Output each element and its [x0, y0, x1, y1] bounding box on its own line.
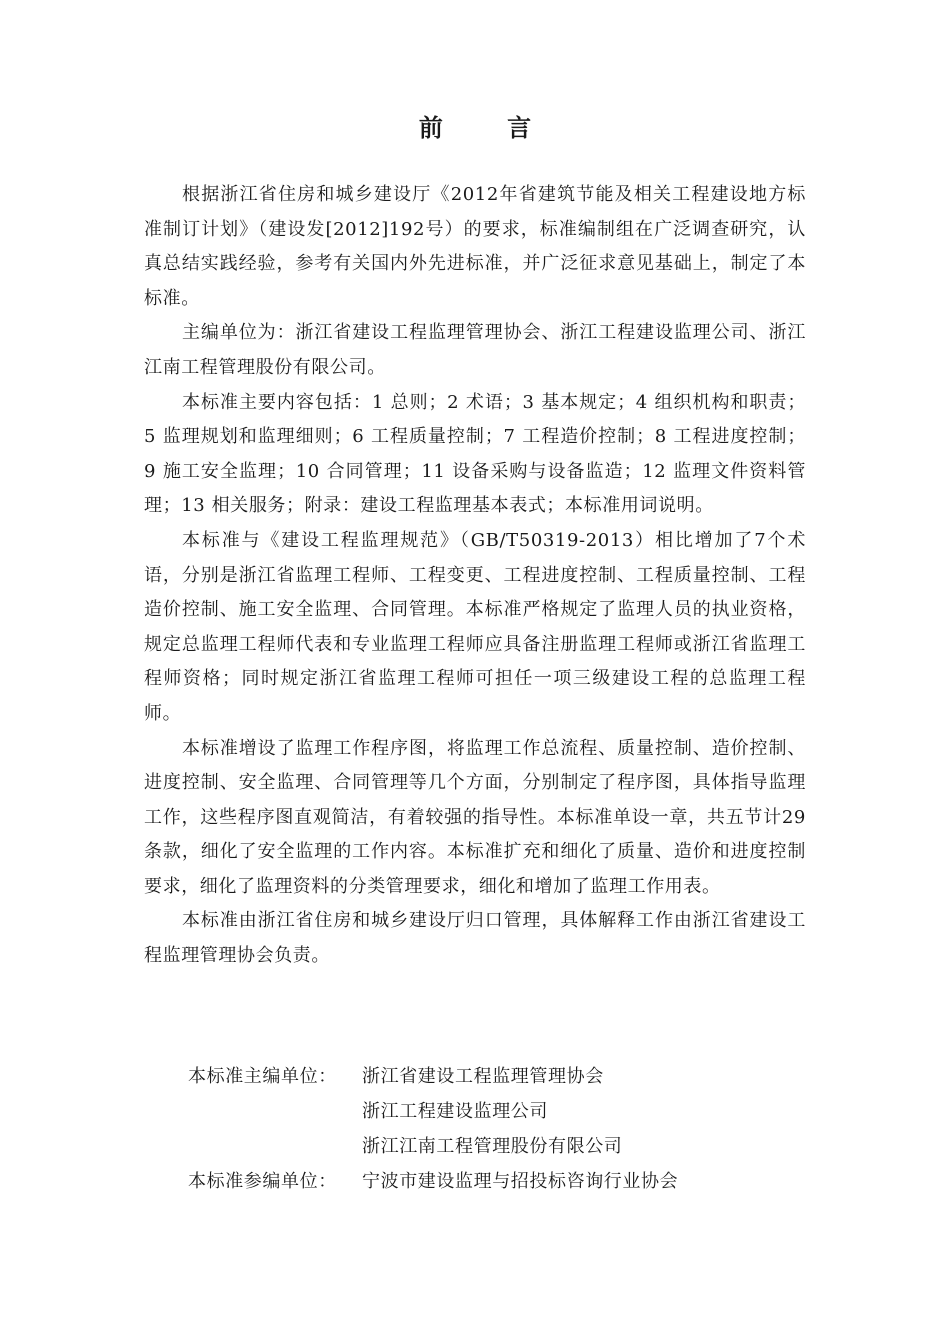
paragraph-background: 根据浙江省住房和城乡建设厅《2012年省建筑节能及相关工程建设地方标准制订计划》（建设发[2012]192号）的要求，标准编制组在广泛调查研究，认真总结实践经验，参考有关国内外先进标准，并广泛征求意见基础上，制定了本标准。 — [144, 184, 806, 309]
paragraph-chief-editors: 主编单位为：浙江省建设工程监理管理协会、浙江工程建设监理公司、浙江江南工程管理股份有限公司。 — [144, 322, 806, 378]
page-title: 前 言 — [418, 113, 560, 142]
participating-units-label: 本标准参编单位： — [188, 1171, 337, 1192]
chief-units-label: 本标准主编单位： — [188, 1066, 337, 1087]
participating-unit-name: 宁波市建设监理与招投标咨询行业协会 — [362, 1171, 679, 1192]
paragraph-additions: 本标准增设了监理工作程序图，将监理工作总流程、质量控制、造价控制、进度控制、安全监理、合同管理等几个方面，分别制定了程序图，具体指导监理工作，这些程序图直观简洁，有着较强的指导性。本标准单设一章，共五节计29条款，细化了安全监理的工作内容。本标准扩充和细化了质量、造价和进度控制要求，细化了监理资料的分类管理要求，细化和增加了监理工作用表。 — [144, 737, 806, 897]
chief-unit-name: 浙江江南工程管理股份有限公司 — [362, 1136, 623, 1157]
chief-unit-name: 浙江省建设工程监理管理协会 — [362, 1066, 604, 1087]
preface-body — [144, 178, 806, 974]
paragraph-management: 本标准由浙江省住房和城乡建设厅归口管理，具体解释工作由浙江省建设工程监理管理协会负责。 — [144, 910, 806, 967]
chief-unit-name: 浙江工程建设监理公司 — [362, 1101, 548, 1122]
paragraph-comparison: 本标准与《建设工程监理规范》（GB/T50319-2013）相比增加了7个术语，分别是浙江省监理工程师、工程变更、工程进度控制、工程质量控制、工程造价控制、施工安全监理、合同管理。本标准严格规定了监理人员的执业资格，规定总监理工程师代表和专业监理工程师应具备注册监理工程师或浙江省监理工程师资格；同时规定浙江省监理工程师可担任一项三级建设工程的总监理工程师。 — [144, 529, 806, 724]
paragraph-contents: 本标准主要内容包括：1 总则；2 术语；3 基本规定；4 组织机构和职责；5 监理规划和监理细则；6 工程质量控制；7 工程造价控制；8 工程进度控制；9 施工安全监理；10 合同管理；11 设备采购与设备监造；12 监理文件资料管理；13 相关服务；附录：建设工程监理基本表式；本标准用词说明。 — [144, 391, 806, 517]
